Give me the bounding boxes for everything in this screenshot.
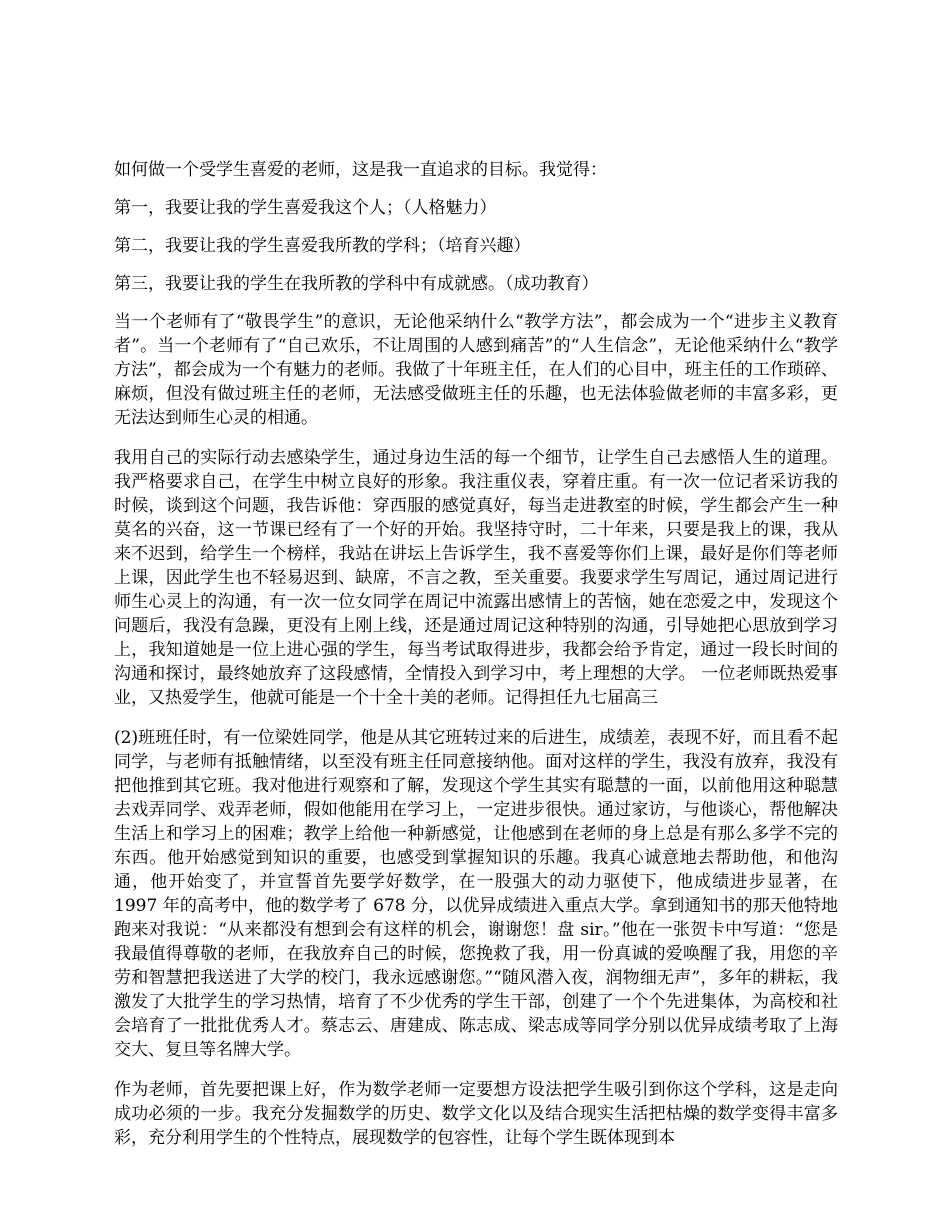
point-two-paragraph: 第二，我要让我的学生喜爱我所教的学科；（培育兴趣）	[114, 236, 531, 256]
body-paragraph: 我用自己的实际行动去感染学生，通过身边生活的每一个细节，让学生自己去感悟人生的道理。我严格要求自己，在学生中树立良好的形象。我注重仪表，穿着庄重。有一次一位记者采访我的时候，谈到这个问题，我告诉他：穿西服的感觉真好，每当走进教室的时候，学生都会产生一种莫名的兴奋，这一节课已经有了一个好的开始。我坚持守时，二十年来，只要是我上的课，我从来不迟到，给学生一个榜样，我站在讲坛上告诉学生，我不喜爱等你们上课，最好是你们等老师上课，因此学生也不轻易迟到、缺席，不言之教，至关重要。我要求学生写周记，通过周记进行师生心灵上的沟通，有一次一位女同学在周记中流露出感情上的苦恼，她在恋爱之中，发现这个问题后，我没有急躁，更没有上刚上线，还是通过周记这种特别的沟通，引导她把心思放到学习上，我知道她是一位上进心强的学生，每当考试取得进步，我都会给予肯定，通过一段长时间的沟通和探讨，最终她放弃了这段感情，全情投入到学习中，考上理想的大学。 一位老师既热爱事业，又热爱学生，他就可能是一个十全十美的老师。记得担任九七届高三	[114, 448, 838, 708]
body-paragraph: 当一个老师有了“敬畏学生”的意识，无论他采纳什么“教学方法”，都会成为一个“进步主义教育者”。当一个老师有了“自己欢乐，不让周围的人感到痛苦”的“人生信念”，无论他采纳什么“教学方法”，都会成为一个有魅力的老师。我做了十年班主任，在人们的心目中，班主任的工作琐碎、麻烦，但没有做过班主任的老师，无法感受做班主任的乐趣，也无法体验做老师的丰富多彩，更无法达到师生心灵的相通。	[114, 312, 838, 428]
body-paragraph: (2)班班任时，有一位梁姓同学，他是从其它班转过来的后进生，成绩差，表现不好，而且看不起同学，与老师有抵触情绪，以至没有班主任同意接纳他。面对这样的学生，我没有放弃，我没有把他推到其它班。我对他进行观察和了解，发现这个学生其实有聪慧的一面，以前他用这种聪慧去戏弄同学、戏弄老师，假如他能用在学习上，一定进步很快。通过家访，与他谈心，帮他解决生活上和学习上的困难；教学上给他一种新感觉，让他感到在老师的身上总是有那么多学不完的东西。他开始感觉到知识的重要，也感受到掌握知识的乐趣。我真心诚意地去帮助他，和他沟通，他开始变了，并宣誓首先要学好数学，在一股强大的动力驱使下，他成绩进步显著，在 1997 年的高考中，他的数学考了 678 分，以优异成绩进入重点大学。拿到通知书的那天他特地跑来对我说：“从来都没有想到会有这样的机会，谢谢您！盘 sir。”他在一张贺卡中写道：“您是我最值得尊敬的老师，在我放弃自己的时候，您挽救了我，用一份真诚的爱唤醒了我，用您的辛劳和智慧把我送进了大学的校门，我永远感谢您。”“随风潜入夜，润物细无声”，多年的耕耘，我激发了大批学生的学习热情，培育了不少优秀的学生干部，创建了一个个先进集体，为高校和社会培育了一批批优秀人才。蔡志云、唐建成、陈志成、梁志成等同学分别以优异成绩考取了上海交大、复旦等名牌大学。	[114, 728, 838, 1060]
body-paragraph: 作为老师，首先要把课上好，作为数学老师一定要想方设法把学生吸引到你这个学科，这是走向成功必须的一步。我充分发掘数学的历史、数学文化以及结合现实生活把枯燥的数学变得丰富多彩，充分利用学生的个性特点，展现数学的包容性，让每个学生既体现到本	[114, 1080, 838, 1148]
point-one-paragraph: 第一，我要让我的学生喜爱我这个人；（人格魅力）	[114, 198, 497, 218]
point-three-paragraph: 第三，我要让我的学生在我所教的学科中有成就感。（成功教育）	[114, 274, 599, 294]
document-body	[114, 158, 838, 1166]
intro-paragraph: 如何做一个受学生喜爱的老师，这是我一直追求的目标。我觉得：	[114, 160, 607, 180]
